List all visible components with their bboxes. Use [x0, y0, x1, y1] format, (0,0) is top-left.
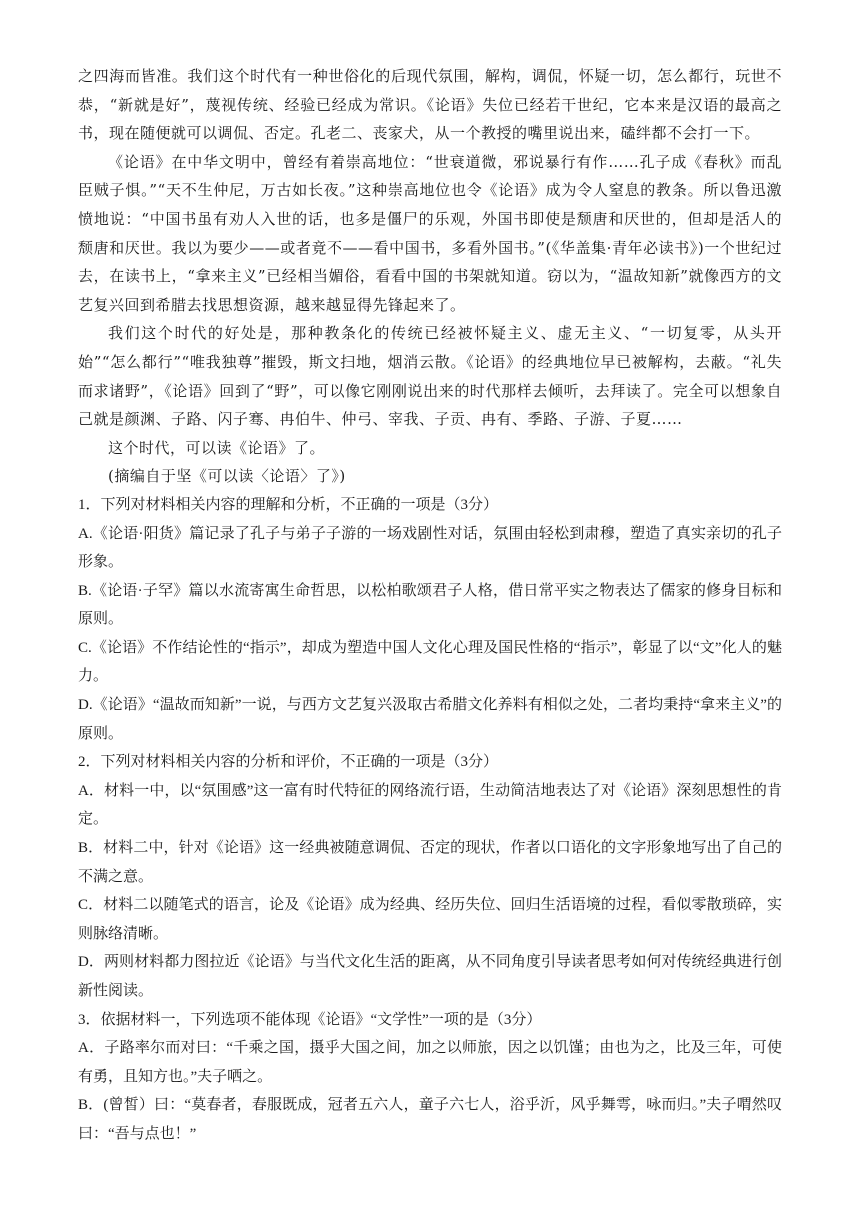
option-b: B.《论语·子罕》篇以水流寄寓生命哲思，以松柏歌颂君子人格，借日常平实之物表达了儒家的修身目标和原则。 — [78, 582, 782, 628]
question-stem: 3．依据材料一，下列选项不能体现《论语》“文学性”一项的是（3分） — [78, 1011, 542, 1028]
option-a: A.《论语·阳货》篇记录了孔子与弟子子游的一场戏剧性对话，氛围由轻松到肃穆，塑造了真实亲切的孔子形象。 — [78, 525, 782, 571]
question-1 — [78, 491, 782, 748]
passage-source: (摘编自于坚《可以读〈论语〉了》) — [108, 467, 346, 486]
question-stem: 1．下列对材料相关内容的理解和分析，不正确的一项是（3分） — [78, 496, 499, 513]
option-a: A．材料一中，以“氛围感”这一富有时代特征的网络流行语，生动简洁地表达了对《论语》深刻思想性的肯定。 — [78, 782, 782, 828]
question-stem: 2．下列对材料相关内容的分析和评价，不正确的一项是（3分） — [78, 754, 499, 771]
option-c: C.《论语》不作结论性的“指示”，却成为塑造中国人文化心理及国民性格的“指示”，彰显了以“文”化人的魅力。 — [78, 639, 782, 685]
option-d: D.《论语》“温故而知新”一说，与西方文艺复兴汲取古希腊文化养料有相似之处，二者均秉持“拿来主义”的原则。 — [78, 697, 782, 742]
option-c: C．材料二以随笔式的语言，论及《论语》成为经典、经历失位、回归生活语境的过程，看似零散琐碎，实则脉络清晰。 — [78, 897, 782, 942]
question-2 — [78, 748, 782, 1005]
option-a: A．子路率尔而对曰：“千乘之国，摄乎大国之间，加之以师旅，因之以饥馑；由也为之，比及三年，可使有勇，且知方也。”夫子哂之。 — [78, 1040, 782, 1085]
passage-paragraph: 这个时代，可以读《论语》了。 — [108, 438, 326, 457]
question-3 — [78, 1006, 782, 1149]
option-b: B．(曾皙）曰：“莫春者，春服既成，冠者五六人，童子六七人，浴乎沂，风乎舞雩，咏而归。”夫子喟然叹曰：“吾与点也！” — [78, 1097, 782, 1142]
question-list — [78, 491, 782, 1149]
passage-paragraph: 《论语》在中华文明中，曾经有着崇高地位：“世衰道微，邪说暴行有作……孔子成《春秋》而乱臣贼子惧。”“天不生仲尼，万古如长夜。”这种崇高地位也令《论语》成为令人窒息的教条。所以鲁迅激愤地说：“中国书虽有劝人入世的话，也多是僵尸的乐观，外国书即使是颓唐和厌世的，但却是活人的颓唐和厌世。我以为要少——或者竟不——看中国书，多看外国书。”(《华盖集·青年必读书》)一个世纪过去，在读书上，“拿来主义”已经相当媚俗，看看中国的书架就知道。窃以为，“温故知新”就像西方的文艺复兴回到希腊去找思想资源，越来越显得先锋起来了。 — [78, 152, 782, 314]
passage-paragraph: 我们这个时代的好处是，那种教条化的传统已经被怀疑主义、虚无主义、“一切复零，从头开始”“怎么都行”“唯我独尊”摧毁，斯文扫地，烟消云散。《论语》的经典地位早已被解构，去蔽。“礼失而求诸野”，《论语》回到了“野”，可以像它刚刚说出来的时代那样去倾听，去拜读了。完全可以想象自己就是颜渊、子路、闪子骞、冉伯牛、仲弓、宰我、子贡、冉有、季路、子游、子夏…… — [78, 324, 782, 429]
passage-paragraph: 之四海而皆准。我们这个时代有一种世俗化的后现代氛围，解构，调侃，怀疑一切，怎么都行，玩世不恭，“新就是好”，蔑视传统、经验已经成为常识。《论语》失位已经若干世纪，它本来是汉语的最高之书，现在随便就可以调侃、否定。孔老二、丧家犬，从一个教授的嘴里说出来，磕绊都不会打一下。 — [78, 67, 782, 143]
option-b: B．材料二中，针对《论语》这一经典被随意调侃、否定的现状，作者以口语化的文字形象地写出了自己的不满之意。 — [78, 840, 782, 885]
exam-page — [78, 62, 782, 1149]
reading-passage — [78, 62, 782, 491]
option-d: D．两则材料都力图拉近《论语》与当代文化生活的距离，从不同角度引导读者思考如何对传统经典进行创新性阅读。 — [78, 954, 782, 999]
